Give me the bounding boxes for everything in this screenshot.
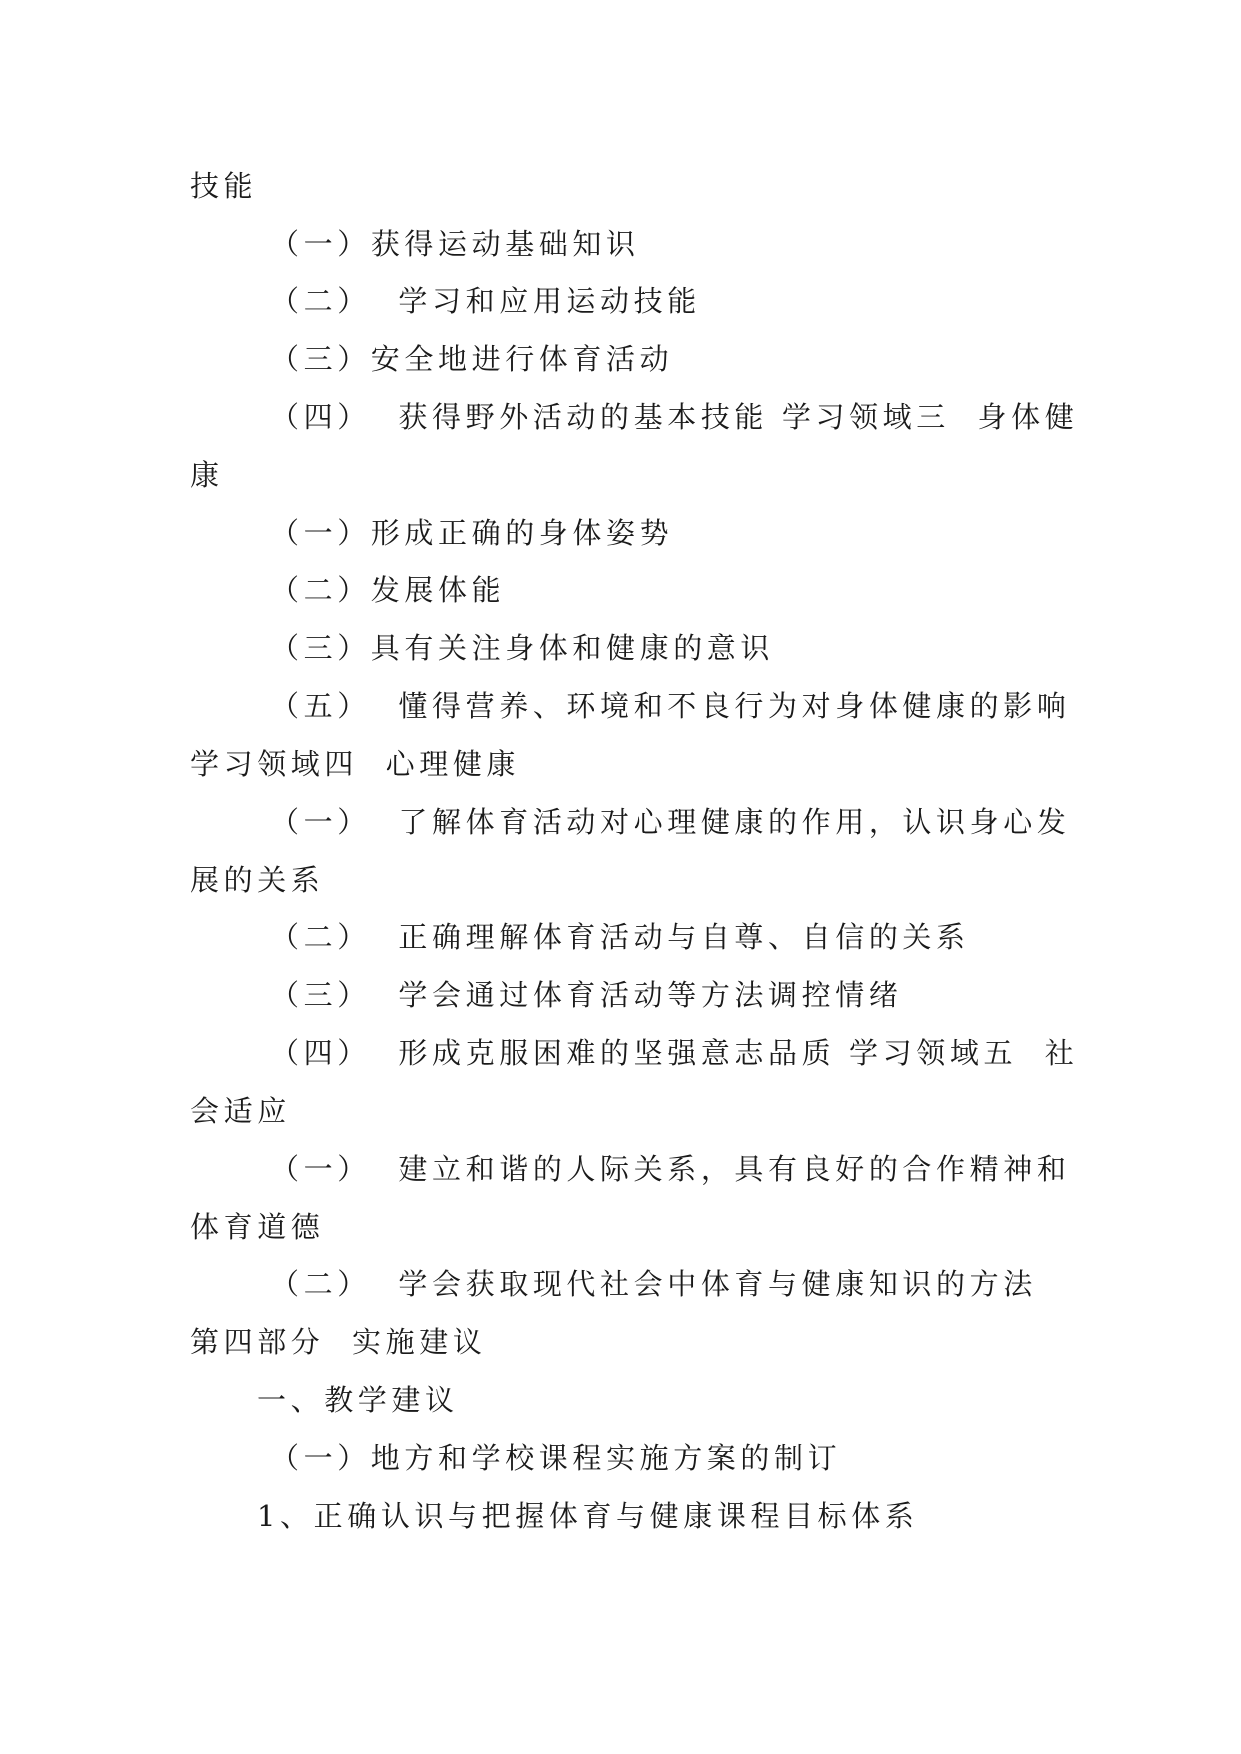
text-line-19: 体育道德 (190, 1210, 325, 1244)
text-line-10: （五） 懂得营养、环境和不良行为对身体健康的影响 (270, 689, 1071, 723)
text-line-7: （一）形成正确的身体姿势 (270, 516, 674, 550)
text-line-12: （一） 了解体育活动对心理健康的作用，认识身心发 (270, 805, 1071, 839)
text-line-16: （四） 形成克服困难的坚强意志品质 学习领域五 社 (270, 1036, 1079, 1070)
text-line-11: 学习领域四 心理健康 (190, 747, 521, 781)
text-line-21: 第四部分 实施建议 (190, 1325, 487, 1359)
text-line-23: （一）地方和学校课程实施方案的制订 (270, 1441, 842, 1475)
text-line-14: （二） 正确理解体育活动与自尊、自信的关系 (270, 920, 970, 954)
text-line-20: （二） 学会获取现代社会中体育与健康知识的方法 (270, 1267, 1037, 1301)
text-line-3: （二） 学习和应用运动技能 (270, 284, 701, 318)
text-line-13: 展的关系 (190, 863, 325, 897)
text-line-18: （一） 建立和谐的人际关系，具有良好的合作精神和 (270, 1152, 1071, 1186)
text-line-17: 会适应 (190, 1094, 291, 1128)
text-line-9: （三）具有关注身体和健康的意识 (270, 631, 775, 665)
text-line-4: （三）安全地进行体育活动 (270, 342, 674, 376)
text-line-24: 1、正确认识与把握体育与健康课程目标体系 (257, 1499, 919, 1533)
text-line-1: 技能 (190, 169, 258, 203)
text-line-5: （四） 获得野外活动的基本技能 学习领域三 身体健 (270, 400, 1079, 434)
text-line-8: （二）发展体能 (270, 573, 506, 607)
text-line-15: （三） 学会通过体育活动等方法调控情绪 (270, 978, 903, 1012)
text-line-6: 康 (190, 458, 224, 492)
text-line-2: （一）获得运动基础知识 (270, 227, 640, 261)
text-line-22: 一、教学建议 (257, 1383, 459, 1417)
